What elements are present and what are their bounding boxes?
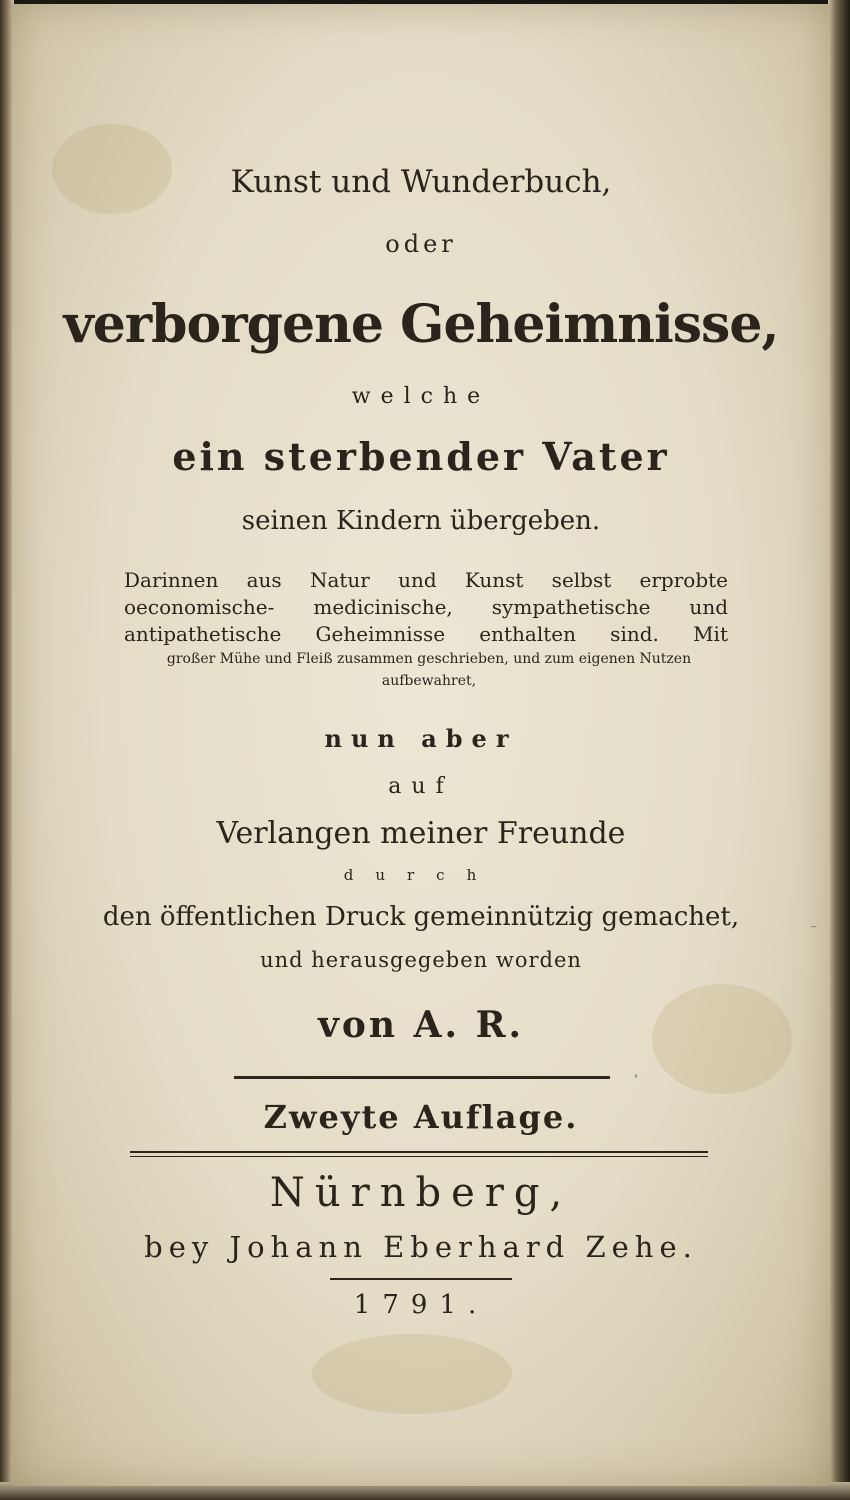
title-line-kunst: Kunst und Wunderbuch,	[230, 164, 612, 200]
main-title: verborgene Geheimnisse,	[63, 294, 779, 355]
double-rule-top	[130, 1151, 708, 1153]
edition-line: Zweyte Auflage.	[263, 1098, 579, 1136]
paper-stain	[312, 1334, 512, 1414]
line-verlangen: Verlangen meiner Freunde	[216, 816, 626, 851]
title-page	[12, 4, 830, 1486]
description-small: großer Mühe und Fleiß zusammen geschrieben, und zum eigenen Nutzen aufbewahret,	[166, 651, 692, 689]
connector-oder: oder	[385, 230, 457, 258]
page-edge-right	[828, 0, 850, 1500]
year-rule	[330, 1278, 512, 1280]
line-sterbender-vater: ein sterbender Vater	[172, 434, 670, 479]
word-welche: welche	[351, 384, 491, 409]
line-offentlichen-druck: den öffentlichen Druck gemeinnützig gemachet,	[102, 902, 740, 932]
ink-speck: ⁻	[810, 922, 818, 938]
description-paragraph: Darinnen aus Natur und Kunst selbst erprobte oeconomische- medicinische, sympathetische und antipathetische Geheimnisse enthalten sind. Mit	[124, 568, 728, 646]
line-seinen-kindern: seinen Kindern übergeben.	[241, 506, 601, 536]
line-herausgegeben: und herausgegeben worden	[260, 948, 582, 972]
word-auf: auf	[388, 774, 454, 799]
line-nun-aber: nun aber	[324, 724, 518, 753]
imprint-publisher: bey Johann Eberhard Zehe.	[144, 1230, 698, 1264]
word-durch: durch	[343, 866, 499, 884]
ink-speck: ˌ	[634, 1064, 638, 1080]
imprint-place: Nürnberg,	[269, 1170, 573, 1216]
divider-rule	[234, 1076, 610, 1079]
author-line: von A. R.	[317, 1004, 525, 1046]
double-rule-bottom	[130, 1156, 708, 1157]
imprint-year: 1791.	[353, 1290, 489, 1320]
